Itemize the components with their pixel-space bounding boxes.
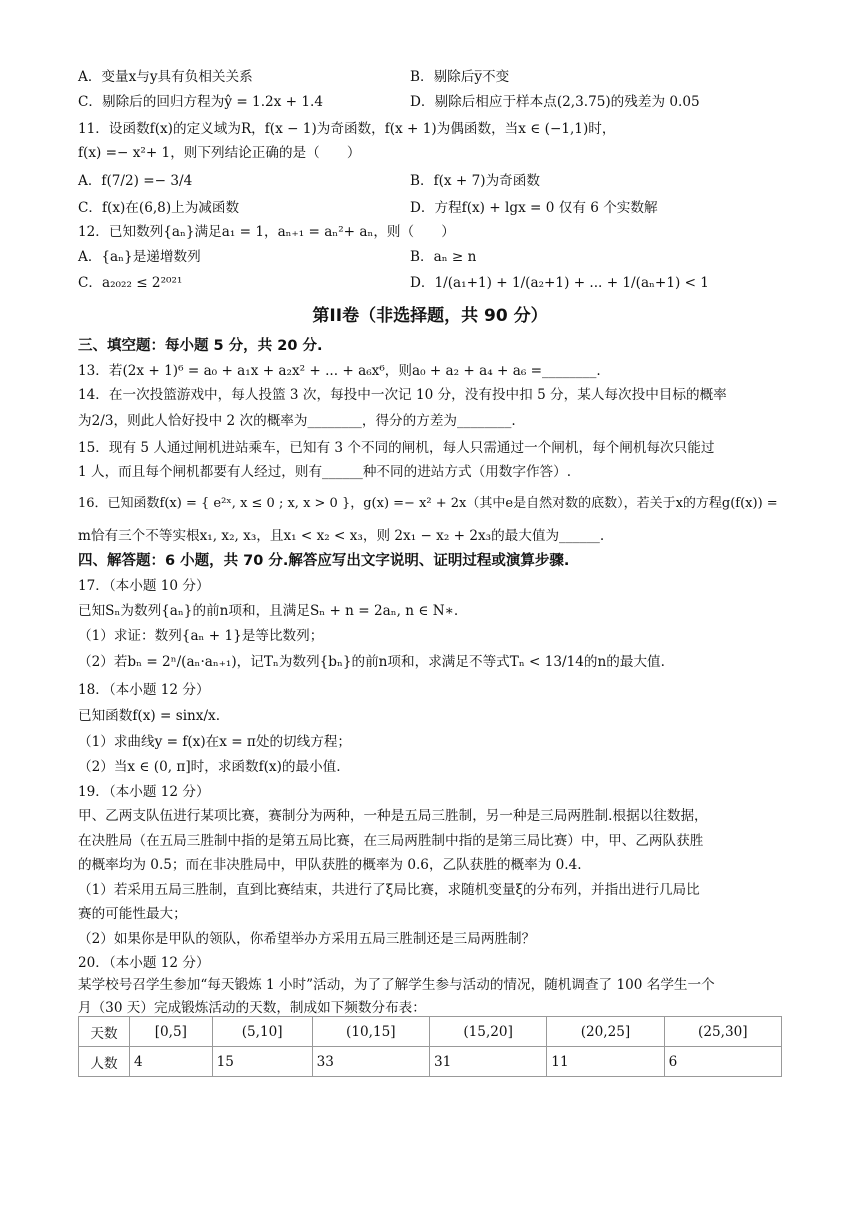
table-cell: (10,15]: [312, 1017, 429, 1047]
q12-stem: 12．已知数列{aₙ}满足a₁ = 1，aₙ₊₁ = aₙ²+ aₙ，则（ ）: [78, 224, 455, 240]
q19-line4: （1）若采用五局三胜制，直到比赛结束，共进行了ξ局比赛，求随机变量ξ的分布列，并指出进行几局比: [78, 882, 700, 898]
q17-line3: （2）若bₙ = 2ⁿ/(aₙ·aₙ₊₁)，记Tₙ为数列{bₙ}的前n项和，求满足不等式Tₙ < 13/14的n的最大值.: [78, 654, 665, 670]
q20-head: 20．（本小题 12 分）: [78, 955, 210, 971]
q19-line5: 赛的可能性最大；: [78, 906, 187, 922]
table-cell: (20,25]: [547, 1017, 664, 1047]
q17-head: 17．（本小题 10 分）: [78, 578, 210, 594]
q19-line2: 在决胜局（在五局三胜制中指的是第五局比赛，在三局两胜制中指的是第三局比赛）中，甲、乙两队获胜: [78, 833, 704, 849]
table-cell: (5,10]: [212, 1017, 312, 1047]
q17-line2: （1）求证：数列{aₙ + 1}是等比数列；: [78, 628, 324, 644]
q11-option-d: D．方程f(x) + lgx = 0 仅有 6 个实数解: [410, 200, 658, 216]
table-row-days: [79, 1017, 782, 1047]
q19-line6: （2）如果你是甲队的领队，你希望举办方采用五局三胜制还是三局两胜制？: [78, 931, 536, 947]
table-cell: 31: [429, 1047, 546, 1077]
part2-title: 第II卷（非选择题，共 90 分）: [312, 306, 548, 326]
q18-line1: 已知函数f(x) = sinx/x.: [78, 708, 221, 724]
table-cell: 4: [130, 1047, 213, 1077]
table-cell: (25,30]: [664, 1017, 781, 1047]
q12-option-c: C．a₂₀₂₂ ≤ 2²⁰²¹: [78, 275, 183, 291]
table-cell: 11: [547, 1047, 664, 1077]
q10-option-d: D．剔除后相应于样本点(2,3.75)的残差为 0.05: [410, 94, 700, 110]
q12-option-a: A．{aₙ}是递增数列: [78, 249, 201, 265]
q11-stem-line1: 11．设函数f(x)的定义域为R，f(x − 1)为奇函数，f(x + 1)为偶函数，当x ∈ (−1,1)时，: [78, 121, 616, 137]
table-cell: 33: [312, 1047, 429, 1077]
frequency-table: [78, 1016, 782, 1077]
q19-head: 19．（本小题 12 分）: [78, 784, 210, 800]
section3-heading: 三、填空题：每小题 5 分，共 20 分.: [78, 338, 323, 354]
q11-stem-line2: f(x) =− x²+ 1，则下列结论正确的是（ ）: [78, 145, 361, 161]
q11-option-a: A．f(7/2) =− 3/4: [78, 173, 193, 189]
q17-line1: 已知Sₙ为数列{aₙ}的前n项和，且满足Sₙ + n = 2aₙ, n ∈ N∗.: [78, 603, 459, 619]
section4-heading: 四、解答题：6 小题，共 70 分.解答应写出文字说明、证明过程或演算步骤.: [78, 553, 570, 569]
q19-line1: 甲、乙两支队伍进行某项比赛，赛制分为两种，一种是五局三胜制，另一种是三局两胜制.根据以往数据，: [78, 808, 708, 824]
table-cell: 6: [664, 1047, 781, 1077]
q16-line1: 16．已知函数f(x) = { e²ˣ, x ≤ 0 ; x, x > 0 }，g(x) =− x² + 2x（其中e是自然对数的底数），若关于x的方程g(f(x)) =: [78, 496, 778, 511]
table-cell: (15,20]: [429, 1017, 546, 1047]
q10-option-c: C．剔除后的回归方程为ŷ = 1.2x + 1.4: [78, 94, 323, 110]
q11-option-c: C．f(x)在(6,8)上为减函数: [78, 200, 240, 216]
q14-line1: 14．在一次投篮游戏中，每人投篮 3 次，每投中一次记 10 分，没有投中扣 5 分，某人每次投中目标的概率: [78, 387, 727, 403]
table-header-count: 人数: [79, 1047, 130, 1077]
q10-option-a: A．变量x与y具有负相关关系: [78, 69, 253, 85]
q19-line3: 的概率均为 0.5；而在非决胜局中，甲队获胜的概率为 0.6，乙队获胜的概率为 0.4.: [78, 857, 582, 873]
table-cell: [0,5]: [130, 1017, 213, 1047]
q12-option-d: D．1/(a₁+1) + 1/(a₂+1) + ... + 1/(aₙ+1) < 1: [410, 275, 709, 291]
q12-option-b: B．aₙ ≥ n: [410, 249, 477, 265]
table-header-days: 天数: [79, 1017, 130, 1047]
q14-line2: 为2/3，则此人恰好投中 2 次的概率为________，得分的方差为________.: [78, 413, 516, 429]
q10-option-b: B．剔除后y̅不变: [410, 69, 510, 85]
q16-line2: m恰有三个不等实根x₁, x₂, x₃，且x₁ < x₂ < x₃，则 2x₁ − x₂ + 2x₃的最大值为______.: [78, 528, 605, 544]
q18-head: 18．（本小题 12 分）: [78, 682, 210, 698]
q20-line2: 月（30 天）完成锻炼活动的天数，制成如下频数分布表：: [78, 1000, 426, 1016]
q11-option-b: B．f(x + 7)为奇函数: [410, 173, 540, 189]
q18-line3: （2）当x ∈ (0, π]时，求函数f(x)的最小值.: [78, 759, 341, 775]
table-cell: 15: [212, 1047, 312, 1077]
table-row-counts: [79, 1047, 782, 1077]
q15-line2: 1 人，而且每个闸机都要有人经过，则有______种不同的进站方式（用数字作答）.: [78, 464, 572, 480]
q13: 13．若(2x + 1)⁶ = a₀ + a₁x + a₂x² + ... + a₆x⁶，则a₀ + a₂ + a₄ + a₆ =________.: [78, 363, 601, 379]
q18-line2: （1）求曲线y = f(x)在x = π处的切线方程；: [78, 734, 352, 750]
q15-line1: 15．现有 5 人通过闸机进站乘车，已知有 3 个不同的闸机，每人只需通过一个闸机，每个闸机每次只能过: [78, 440, 715, 456]
q20-line1: 某学校号召学生参加“每天锻炼 1 小时”活动，为了了解学生参与活动的情况，随机调查了 100 名学生一个: [78, 977, 715, 993]
